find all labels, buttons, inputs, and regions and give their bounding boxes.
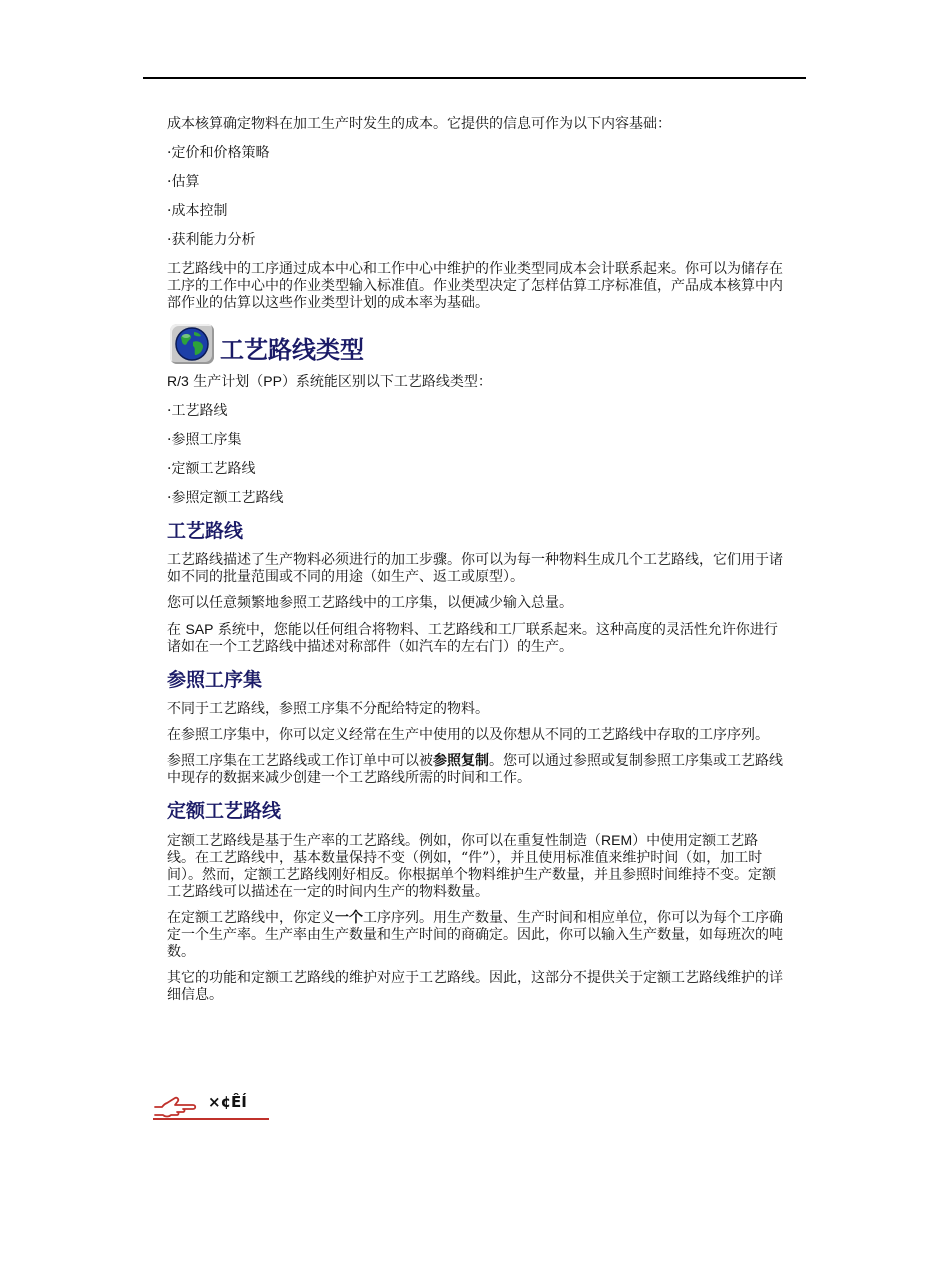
header-rule: [143, 77, 806, 79]
pointing-hand-icon: [153, 1095, 197, 1119]
intro-paragraph: 成本核算确定物料在加工生产时发生的成本。它提供的信息可作为以下内容基础：: [167, 116, 671, 132]
bullet-item: ·估算: [167, 174, 200, 190]
rem-term: REM: [601, 832, 633, 848]
lead-text-b: ）系统能区别以下工艺路线类型：: [281, 374, 492, 390]
section-lead: [167, 373, 783, 391]
note-marker: [153, 1093, 269, 1121]
document-body: [167, 116, 783, 1004]
bullet-item: ·定价和价格策略: [167, 145, 270, 161]
ref-ops-paragraph-3: [167, 753, 783, 787]
rate-text-b: ）中使用定额工艺路线。在工艺路线中，基本数量保持不变（例如，“件”），并且使用标准值来维护时间（如，加工时间）。然而，定额工艺路线刚好相反。你根据单个物料维护生产数量，并且参照时间维持不变。定额工艺路线可以描述在一定的时间内生产的物料数量。: [167, 833, 776, 900]
rate-paragraph-1: [167, 832, 783, 901]
routing-paragraph-1: 工艺路线描述了生产物料必须进行的加工步骤。你可以为每一种物料生成几个工艺路线，它们用于诸如不同的批量范围或不同的用途（如生产、返工或原型）。: [167, 552, 783, 585]
bullet-item: ·获利能力分析: [167, 232, 256, 248]
rate-heading: 定额工艺路线: [167, 800, 282, 822]
p3-text-a: 在: [167, 622, 181, 638]
routing-paragraph-2: 您可以任意频繁地参照工艺路线中的工序集，以便减少输入总量。: [167, 595, 573, 611]
rate-text-a: 定额工艺路线是基于生产率的工艺路线。例如，你可以在重复性制造（: [167, 833, 601, 849]
bullet-item: ·定额工艺路线: [167, 461, 256, 477]
pp-term: PP: [263, 373, 282, 389]
ref-ops-paragraph-1: 不同于工艺路线，参照工序集不分配给特定的物料。: [167, 701, 489, 717]
sap-term: SAP: [185, 621, 214, 637]
bullet-item: ·工艺路线: [167, 403, 228, 419]
note-label: ×¢ÊÍ: [208, 1093, 247, 1111]
bullet-item: ·成本控制: [167, 203, 228, 219]
r3-term: R/3: [167, 373, 189, 389]
rate2-text-a: 在定额工艺路线中，你定义: [167, 910, 335, 926]
rate-paragraph-2: [167, 910, 783, 961]
note-underline: [153, 1118, 269, 1120]
ref-text-a: 参照工序集在工艺路线或工作订单中可以被: [167, 753, 433, 769]
ref-text-b: 。您可以通过参照或复制参照工序集或工艺路线中现存的数据来减少创建一个工艺路线所需的时间和工作。: [167, 753, 783, 786]
section-heading-row: [170, 324, 783, 364]
rate2-bold-term: 一个: [335, 910, 363, 926]
routing-heading: 工艺路线: [167, 520, 244, 542]
ref-bold-term: 参照复制: [433, 753, 489, 769]
bullet-item: ·参照工序集: [167, 432, 242, 448]
rate-paragraph-3: 其它的功能和定额工艺路线的维护对应于工艺路线。因此，这部分不提供关于定额工艺路线维护的详细信息。: [167, 970, 783, 1003]
rate2-text-b: 工序序列。用生产数量、生产时间和相应单位，你可以为每个工序确定一个生产率。生产率由生产数量和生产时间的商确定。因此，你可以输入生产数量，如每班次的吨数。: [167, 910, 783, 960]
intro-paragraph-2: 工艺路线中的工序通过成本中心和工作中心中维护的作业类型同成本会计联系起来。你可以为储存在工序的工作中心中的作业类型输入标准值。作业类型决定了怎样估算工序标准值，产品成本核算中内部作业的估算以这些作业类型计划的成本率为基础。: [167, 261, 783, 311]
lead-text-a: 生产计划（: [193, 374, 264, 390]
ref-ops-paragraph-2: 在参照工序集中，你可以定义经常在生产中使用的以及你想从不同的工艺路线中存取的工序序列。: [167, 727, 769, 743]
routing-paragraph-3: [167, 621, 783, 656]
section-title: 工艺路线类型: [220, 336, 364, 364]
ref-ops-heading: 参照工序集: [167, 669, 263, 691]
globe-icon: [170, 324, 214, 364]
p3-text-b: 系统中，您能以任何组合将物料、工艺路线和工厂联系起来。这种高度的灵活性允许你进行诸如在一个工艺路线中描述对称部件（如汽车的左右门）的生产。: [167, 622, 778, 655]
bullet-item: ·参照定额工艺路线: [167, 490, 284, 506]
